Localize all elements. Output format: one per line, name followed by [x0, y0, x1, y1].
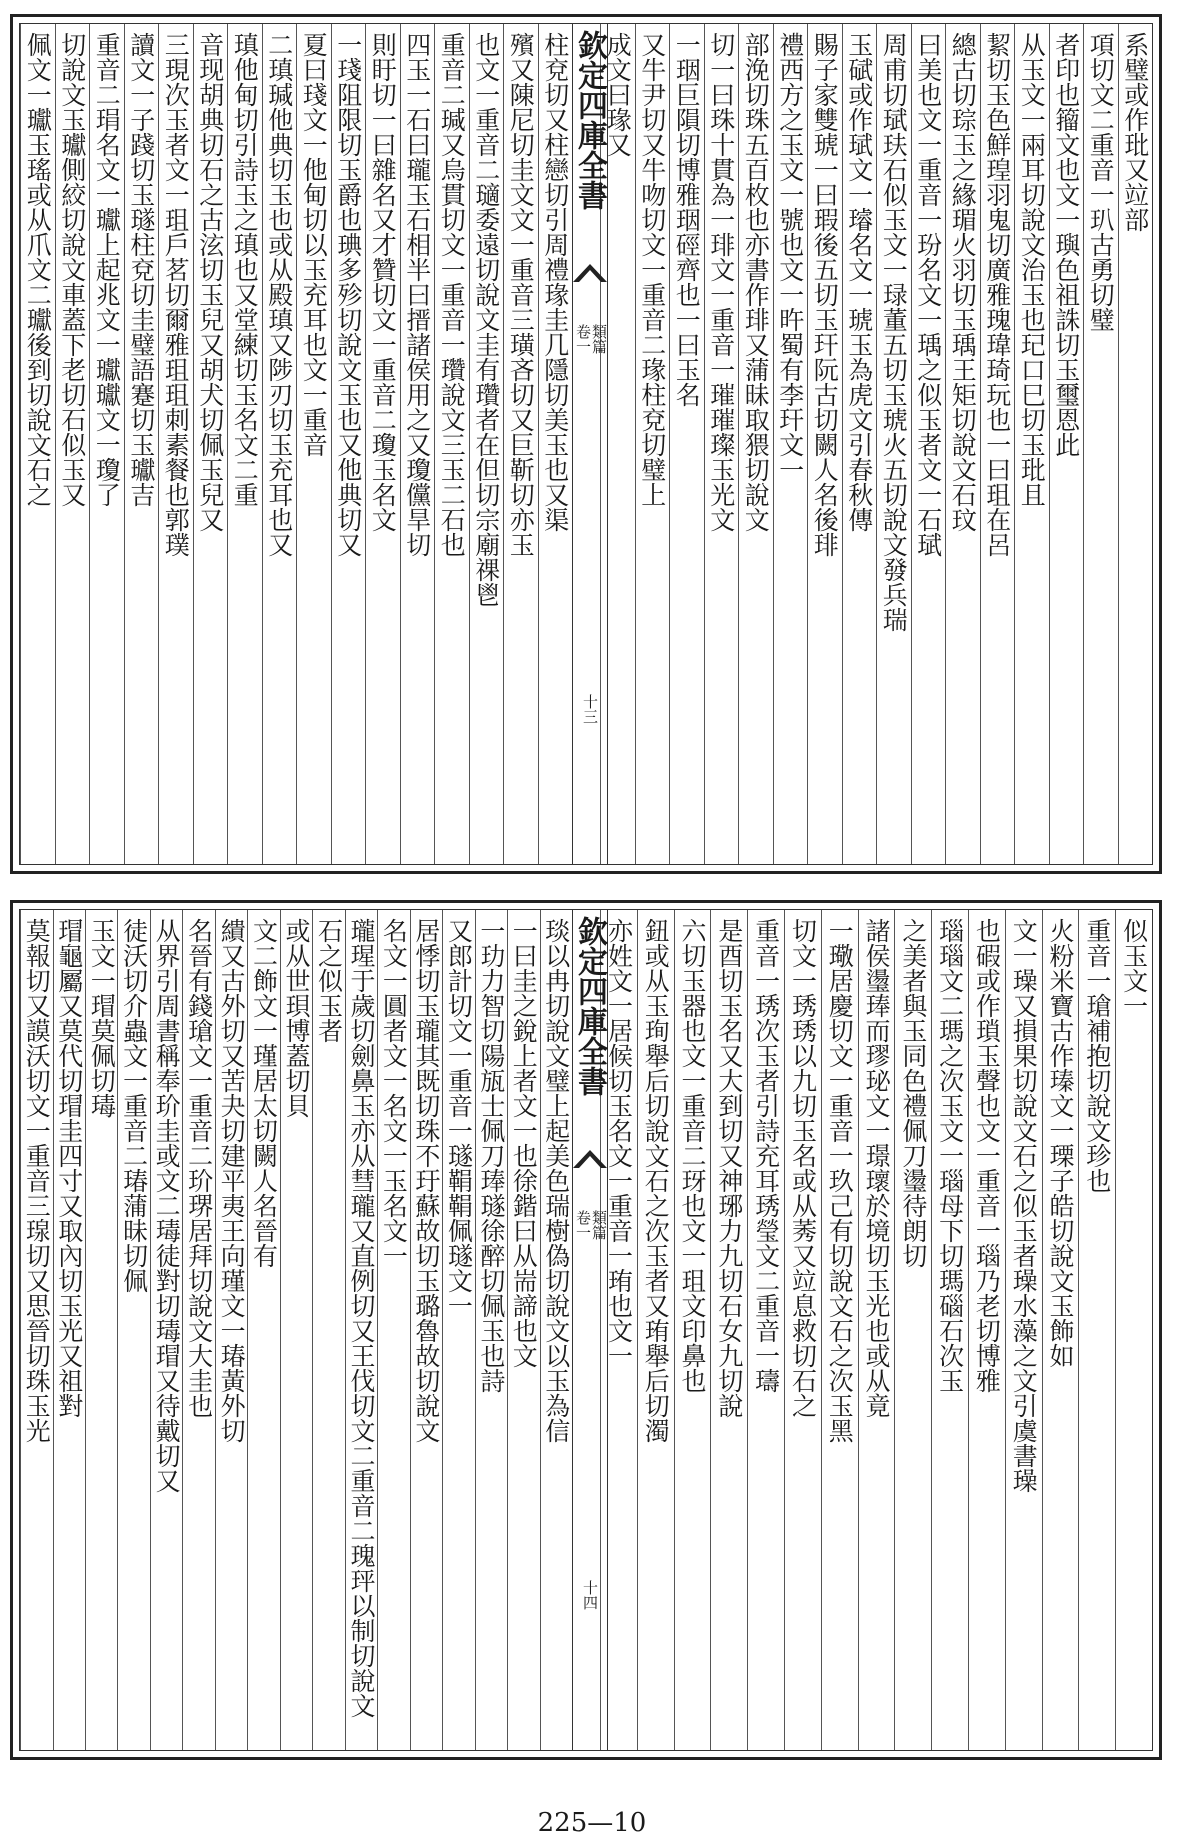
text-column — [1083, 24, 1118, 864]
text-column — [124, 24, 159, 864]
column-text: 柱兗切又柱戀切引周禮瑑圭几隱切美玉也又渠 — [540, 32, 570, 532]
text-column — [377, 910, 409, 1750]
spine-volume: 卷一 — [574, 324, 592, 354]
center-spine — [572, 24, 608, 864]
page-frame — [19, 909, 1153, 1751]
text-column — [262, 24, 297, 864]
text-column — [842, 24, 877, 864]
column-text: 石之似玉者 — [314, 918, 344, 1043]
column-text: 瑁龜屬又莫代切瑁圭四寸又取內切玉光又祖對 — [54, 918, 84, 1418]
column-text: 一曰圭之銳上者文一也徐鍇曰从耑諦也文 — [509, 918, 539, 1368]
text-column — [20, 910, 52, 1750]
text-column — [1005, 910, 1042, 1750]
text-column — [365, 24, 400, 864]
column-text: 殯又陳尼切圭文文一重音三璜吝切又巨靳切亦玉 — [506, 32, 536, 557]
text-column — [89, 24, 124, 864]
spine-volume: 卷一 — [574, 1210, 592, 1240]
column-text: 讀文一子踐切玉璲柱兗切圭璧語蹇切玉瓛吉 — [126, 32, 156, 507]
column-text: 文二飾文一瑾居太切闕人名晉有 — [249, 918, 279, 1268]
text-column — [968, 910, 1005, 1750]
text-column — [345, 910, 377, 1750]
column-text: 文一璪又損果切說文石之似玉者璪水藻之文引虞書璪 — [1009, 918, 1039, 1493]
text-column — [773, 24, 808, 864]
column-text: 一玏力智切陽瓬士佩刀琫璲徐醉切佩玉也詩 — [476, 918, 506, 1393]
left-half-columns — [20, 910, 572, 1750]
spine-section: 類篇 — [590, 1210, 608, 1240]
column-text: 三現次玉者文一珇戶茗切爾雅珇珇刺素餐也郭璞 — [161, 32, 191, 557]
fish-tail-mark-icon — [573, 1146, 607, 1170]
column-text: 名文一圓者文一名文一玉名文一 — [379, 918, 409, 1268]
text-column — [507, 910, 539, 1750]
column-text: 或从世珼博蓋切貝 — [282, 918, 312, 1118]
column-text: 四玉一石曰瓏玉石相半曰搢諸侯用之又瓊儻旱切 — [402, 32, 432, 557]
text-column — [247, 910, 279, 1750]
text-column — [227, 24, 262, 864]
text-column — [442, 910, 474, 1750]
column-text: 是酉切玉名又大到切又神琊力九切石女九切說 — [714, 918, 744, 1418]
column-text: 六切玉器也文一重音二玡也文一珇文印鼻也 — [678, 918, 708, 1393]
text-column — [821, 910, 858, 1750]
column-text: 夏曰琖文一他甸切以玉充耳也文一重音 — [299, 32, 329, 457]
column-text: 瑙瑙文二瑪之次玉文一瑙母下切瑪碯石次玉 — [935, 918, 965, 1393]
column-text: 則盱切一曰雜名又才贊切文一重音二瓊玉名文 — [368, 32, 398, 532]
left-half-columns — [20, 24, 572, 864]
column-text: 總古切琮玉之緣瑂火羽切玉瑀王矩切說文石玟 — [948, 32, 978, 532]
text-column — [410, 910, 442, 1750]
text-column — [980, 24, 1015, 864]
text-column — [55, 24, 90, 864]
text-column — [747, 910, 784, 1750]
text-column — [215, 910, 247, 1750]
text-column — [669, 24, 704, 864]
column-text: 音现胡典切石之古泫切玉兒又胡犬切佩玉兒又 — [195, 32, 225, 532]
column-text: 部浼切珠五百枚也亦書作琲又蒲昧取猥切說文 — [741, 32, 771, 532]
text-column — [637, 910, 674, 1750]
text-column — [434, 24, 469, 864]
text-column — [1014, 24, 1049, 864]
text-column — [1115, 910, 1152, 1750]
column-text: 佩文一瓛玉瑤或从爪文二瓛後到切說文石之 — [23, 32, 53, 507]
column-text: 重音一瑲補抱切說文珍也 — [1082, 918, 1112, 1193]
text-column — [540, 910, 572, 1750]
text-column — [150, 910, 182, 1750]
column-text: 繢又古外切又苦夬切建平夷王向瑾文一瑃黃外切 — [217, 918, 247, 1443]
text-column — [784, 910, 821, 1750]
center-spine — [572, 910, 608, 1750]
column-text: 也碬或作瑣玉聲也文一重音一瑙乃老切博雅 — [972, 918, 1002, 1393]
column-text: 之美者與玉同色禮佩刀璗待朗切 — [898, 918, 928, 1268]
column-text: 莫報切又謨沃切文一重音三瑔切又思晉切珠玉光 — [22, 918, 52, 1443]
text-column — [858, 910, 895, 1750]
column-text: 系璧或作玭又竝部 — [1120, 32, 1150, 232]
column-text: 玉碔或作珷文一璿名文一琥玉為虎文引春秋傳 — [844, 32, 874, 532]
column-text: 禮西方之玉文一號也文一旿蜀有李玕文一 — [775, 32, 805, 482]
column-text: 曰美也文一重音一玢名文一瑀之似玉者文一石珷 — [913, 32, 943, 557]
column-text: 一璥居慶切文一重音一玖己有切說文石之次玉黑 — [825, 918, 855, 1443]
spine-title: 欽定四庫全書 — [572, 916, 607, 1096]
text-column — [894, 910, 931, 1750]
column-text: 二瑱瑊他典切玉也或从殿瑱又陟刃切玉充耳也又 — [264, 32, 294, 557]
text-column — [635, 24, 670, 864]
column-text: 重音二瑊又烏貫切文一重音一瓚說文三玉二石也 — [437, 32, 467, 557]
text-column — [911, 24, 946, 864]
text-column — [296, 24, 331, 864]
column-text: 徒沃切介蟲文一重音二瑃蒲昧切佩 — [119, 918, 149, 1293]
text-column — [182, 910, 214, 1750]
column-text: 周甫切珷玞石似玉文一琭董五切玉琥火五切說文發兵瑞 — [879, 32, 909, 632]
text-column — [400, 24, 435, 864]
column-text: 似玉文一 — [1119, 918, 1149, 1018]
page-frame — [19, 23, 1153, 865]
text-column — [312, 910, 344, 1750]
text-column — [331, 24, 366, 864]
text-column — [710, 910, 747, 1750]
spine-section: 類篇 — [590, 324, 608, 354]
column-text: 居悸切玉瓏其既切珠不玗蘇故切玉璐魯故切說文 — [411, 918, 441, 1443]
column-text: 諸侯璗琫而璆珌文一璟瓌於境切玉光也或从竟 — [862, 918, 892, 1418]
text-column — [193, 24, 228, 864]
text-column — [704, 24, 739, 864]
text-column — [280, 910, 312, 1750]
column-text: 火粉米寶古作瑧文一瑮子皓切說文玉飾如 — [1046, 918, 1076, 1368]
page-block-top — [10, 14, 1162, 874]
column-text: 絜切玉色鮮瑝羽鬼切廣雅瑰瑋琦玩也一曰珇在呂 — [982, 32, 1012, 557]
footer-page-label: 225—10 — [537, 1808, 647, 1838]
column-text: 从界引周書稱奉玠圭或文二瑇徒對切瑇瑁又待戴切又 — [152, 918, 182, 1493]
text-column — [674, 910, 711, 1750]
column-text: 重音一琇次玉者引詩充耳琇瑩文二重音一璹 — [751, 918, 781, 1393]
column-text: 一琖阻限切玉爵也琠多殄切說文玉也又他典切又 — [333, 32, 363, 557]
text-column — [931, 910, 968, 1750]
text-column — [1118, 24, 1153, 864]
fish-tail-mark-icon — [573, 260, 607, 284]
column-text: 者印也籀文也文一璵色祖誅切玉璽恩此 — [1051, 32, 1081, 457]
text-column — [1078, 910, 1115, 1750]
column-text: 一珚巨隕切博雅珚硜齊也一曰玉名 — [672, 32, 702, 407]
column-text: 又牛尹切又牛吻切文一重音二瑑柱兗切璧上 — [637, 32, 667, 507]
column-text: 成文曰瑑又 — [603, 32, 633, 157]
spine-page-number: 十三 — [581, 694, 599, 724]
column-text: 又郎計切文一重音一璲鞙鞙佩璲文一 — [444, 918, 474, 1318]
text-column — [53, 910, 85, 1750]
column-text: 瓏瑆于歲切劍鼻玉亦从彗瓏又直例切又王伐切文二重音二瑰玶以制切說文 — [346, 918, 376, 1718]
text-column — [807, 24, 842, 864]
text-column — [503, 24, 538, 864]
text-column — [1049, 24, 1084, 864]
spine-title: 欽定四庫全書 — [572, 30, 607, 210]
text-column — [475, 910, 507, 1750]
text-column — [876, 24, 911, 864]
column-text: 也文一重音二瓋委遠切說文圭有瓚者在但切宗廟祼鬯 — [471, 32, 501, 607]
text-column — [1042, 910, 1079, 1750]
text-column — [469, 24, 504, 864]
column-text: 亦姓文一居候切玉名文一重音一珛也文一 — [604, 918, 634, 1368]
column-text: 玉文一瑁莫佩切瑇 — [87, 918, 117, 1118]
spine-page-number: 十四 — [581, 1580, 599, 1610]
column-text: 項切文二重音一玐古勇切璧 — [1086, 32, 1116, 332]
column-text: 琰以冉切說文璧上起美色瑞樹偽切說文以玉為信 — [541, 918, 571, 1443]
text-column — [20, 24, 55, 864]
text-column — [85, 910, 117, 1750]
text-column — [158, 24, 193, 864]
right-half-columns — [600, 910, 1152, 1750]
column-text: 鈕或从玉珣舉后切說文石之次玉者又珛舉后切濁 — [641, 918, 671, 1443]
right-half-columns — [600, 24, 1152, 864]
page-block-bottom — [10, 900, 1162, 1760]
text-column — [117, 910, 149, 1750]
column-text: 切一曰珠十貫為一琲文一重音一璀璀璨玉光文 — [706, 32, 736, 532]
column-text: 賜子家雙琥一曰瑕後五切玉玕阮古切闕人名後琲 — [810, 32, 840, 557]
column-text: 瑱他甸切引詩玉之瑱也又堂練切玉名文二重 — [230, 32, 260, 507]
column-text: 从玉文一兩耳切說文治玉也玘口巳切玉玭且 — [1017, 32, 1047, 507]
column-text: 名晉有錢瑲文一重音二玠琾居拜切說文大圭也 — [184, 918, 214, 1418]
column-text: 重音二琄名文一瓛上起兆文一瓛瓛文一瓊了 — [92, 32, 122, 507]
column-text: 切說文玉瓛側絞切說文車蓋下老切石似玉又 — [57, 32, 87, 507]
text-column — [945, 24, 980, 864]
text-column — [738, 24, 773, 864]
column-text: 切文一琇琇以九切玉名或从莠又竝息救切石之 — [788, 918, 818, 1418]
text-column — [538, 24, 573, 864]
